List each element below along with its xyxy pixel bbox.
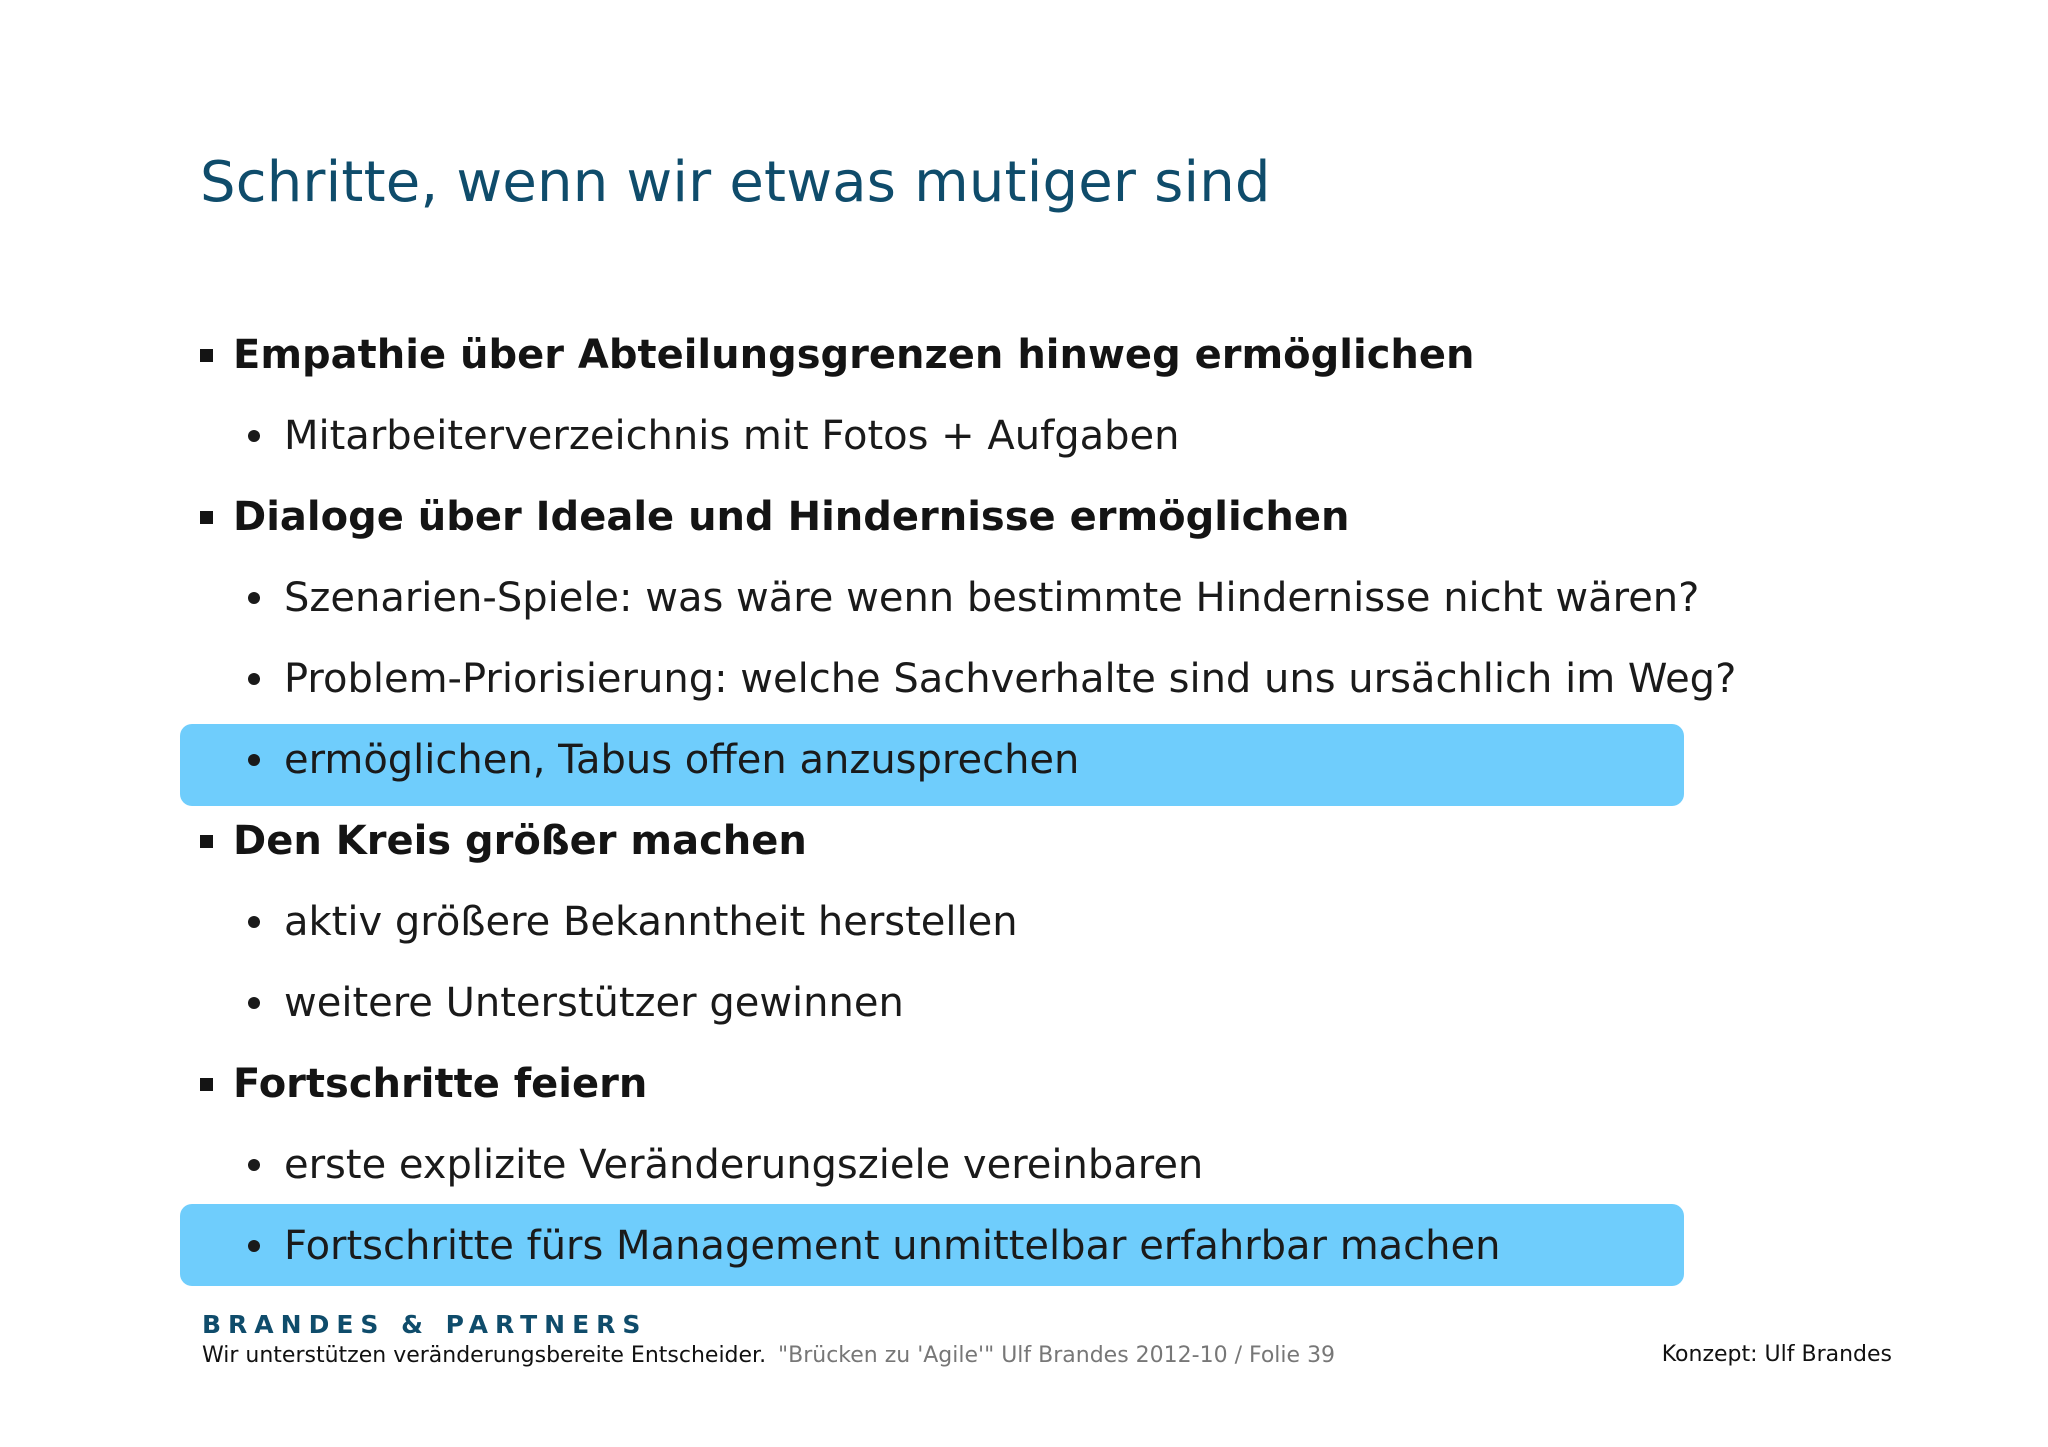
- square-bullet-icon: [200, 349, 213, 362]
- square-bullet-icon: [200, 835, 213, 848]
- footer-brand-logo: BRANDES & PARTNERS: [202, 1310, 648, 1339]
- dot-bullet-icon: [248, 916, 260, 928]
- bullet-text: Fortschritte feiern: [233, 1061, 648, 1107]
- bullet-item-level1: [200, 482, 1349, 552]
- bullet-text: Fortschritte fürs Management unmittelbar erfahrbar machen: [284, 1223, 1501, 1269]
- dot-bullet-icon: [248, 592, 260, 604]
- bullet-text: Problem-Priorisierung: welche Sachverhalte sind uns ursächlich im Weg?: [284, 656, 1737, 702]
- bullet-text: erste explizite Veränderungsziele vereinbaren: [284, 1142, 1204, 1188]
- square-bullet-icon: [200, 1078, 213, 1091]
- bullet-text: Den Kreis größer machen: [233, 818, 807, 864]
- dot-bullet-icon: [248, 1240, 260, 1252]
- dot-bullet-icon: [248, 430, 260, 442]
- dot-bullet-icon: [248, 673, 260, 685]
- bullet-text: aktiv größere Bekanntheit herstellen: [284, 899, 1018, 945]
- bullet-item-level2: [248, 968, 904, 1038]
- dot-bullet-icon: [248, 754, 260, 766]
- bullet-item-level1: [200, 1049, 647, 1119]
- footer-reference: "Brücken zu 'Agile'" Ulf Brandes 2012-10 / Folie 39: [778, 1343, 1336, 1368]
- slide-title: Schritte, wenn wir etwas mutiger sind: [200, 150, 1271, 215]
- bullet-item-level1: [200, 320, 1474, 390]
- bullet-text: Dialoge über Ideale und Hindernisse ermöglichen: [233, 494, 1350, 540]
- square-bullet-icon: [200, 511, 213, 524]
- bullet-text: weitere Unterstützer gewinnen: [284, 980, 904, 1026]
- bullet-text: Empathie über Abteilungsgrenzen hinweg ermöglichen: [233, 332, 1475, 378]
- bullet-item-level2-highlighted: [248, 1211, 1500, 1281]
- bullet-item-level2: [248, 644, 1736, 714]
- bullet-text: Mitarbeiterverzeichnis mit Fotos + Aufgaben: [284, 413, 1180, 459]
- dot-bullet-icon: [248, 1159, 260, 1171]
- bullet-item-level2: [248, 563, 1699, 633]
- footer-tagline: Wir unterstützen veränderungsbereite Entscheider.: [202, 1343, 767, 1368]
- bullet-item-level2-highlighted: [248, 725, 1079, 795]
- bullet-item-level2: [248, 887, 1018, 957]
- footer-concept: Konzept: Ulf Brandes: [1661, 1342, 1892, 1367]
- bullet-item-level2: [248, 1130, 1203, 1200]
- bullet-text: ermöglichen, Tabus offen anzusprechen: [284, 737, 1080, 783]
- dot-bullet-icon: [248, 997, 260, 1009]
- bullet-text: Szenarien-Spiele: was wäre wenn bestimmte Hindernisse nicht wären?: [284, 575, 1700, 621]
- bullet-item-level1: [200, 806, 807, 876]
- bullet-item-level2: [248, 401, 1179, 471]
